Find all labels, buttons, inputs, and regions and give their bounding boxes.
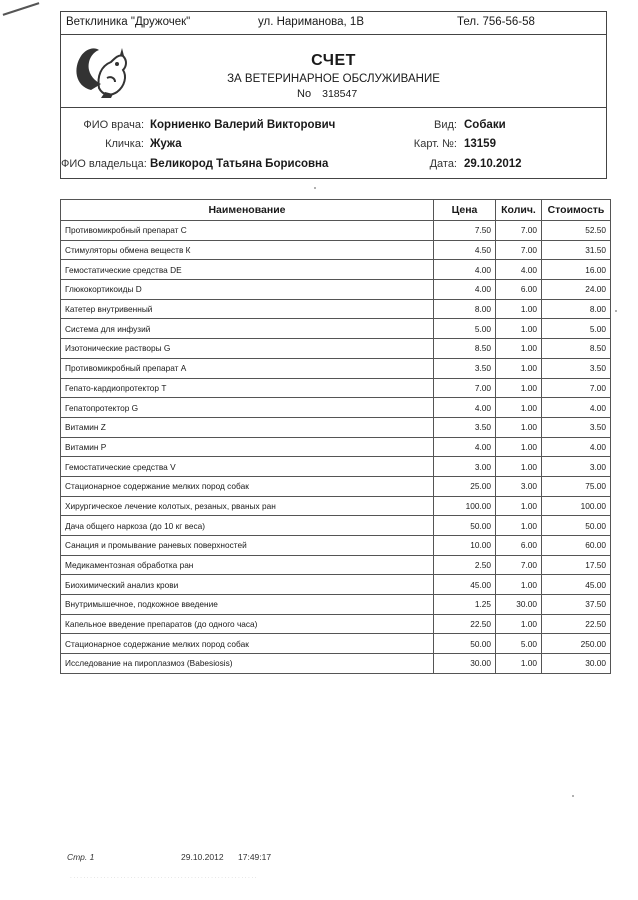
- service-price: 3.50: [434, 358, 496, 378]
- table-row: [61, 457, 611, 477]
- service-quantity: 1.00: [496, 516, 542, 536]
- service-name: Витамин P: [61, 437, 434, 457]
- table-row: [61, 417, 611, 437]
- service-name: Противомикробный препарат А: [61, 358, 434, 378]
- service-quantity: 1.00: [496, 457, 542, 477]
- table-header-row: [61, 200, 611, 221]
- service-name: Биохимический анализ крови: [61, 575, 434, 595]
- service-price: 100.00: [434, 496, 496, 516]
- table-row: [61, 536, 611, 556]
- species-value: Собаки: [464, 119, 506, 131]
- invoice-title: СЧЕТ: [311, 52, 356, 69]
- service-name: Санация и промывание раневых поверхностей: [61, 536, 434, 556]
- service-quantity: 6.00: [496, 280, 542, 300]
- service-name: Гемостатические средства V: [61, 457, 434, 477]
- service-price: 50.00: [434, 634, 496, 654]
- species-label: Вид:: [434, 119, 457, 131]
- service-total: 22.50: [542, 614, 611, 634]
- scan-speck: [572, 795, 574, 797]
- pet-label: Кличка:: [105, 138, 144, 150]
- clinic-address: ул. Нариманова, 1В: [258, 16, 364, 28]
- service-price: 4.00: [434, 398, 496, 418]
- service-total: 45.00: [542, 575, 611, 595]
- date-value: 29.10.2012: [464, 158, 522, 170]
- owner-label: ФИО владельца:: [61, 158, 147, 170]
- service-price: 30.00: [434, 654, 496, 674]
- service-price: 4.00: [434, 280, 496, 300]
- service-price: 8.50: [434, 339, 496, 359]
- table-row: [61, 378, 611, 398]
- service-total: 3.00: [542, 457, 611, 477]
- date-label: Дата:: [429, 158, 457, 170]
- invoice-subtitle: ЗА ВЕТЕРИНАРНОЕ ОБСЛУЖИВАНИЕ: [227, 73, 440, 85]
- table-row: [61, 575, 611, 595]
- service-total: 3.50: [542, 417, 611, 437]
- service-name: Медикаментозная обработка ран: [61, 555, 434, 575]
- service-name: Внутримышечное, подкожное введение: [61, 595, 434, 615]
- service-total: 52.50: [542, 221, 611, 241]
- service-total: 75.00: [542, 476, 611, 496]
- service-price: 22.50: [434, 614, 496, 634]
- table-row: [61, 614, 611, 634]
- service-quantity: 7.00: [496, 240, 542, 260]
- scan-speck: [615, 310, 617, 312]
- scan-speck: [314, 187, 316, 189]
- service-total: 100.00: [542, 496, 611, 516]
- table-row: [61, 595, 611, 615]
- service-quantity: 1.00: [496, 654, 542, 674]
- service-total: 60.00: [542, 536, 611, 556]
- service-price: 2.50: [434, 555, 496, 575]
- service-name: Катетер внутривенный: [61, 299, 434, 319]
- column-header-total: Стоимость: [542, 200, 611, 221]
- service-price: 4.50: [434, 240, 496, 260]
- service-quantity: 1.00: [496, 417, 542, 437]
- table-body: [61, 221, 611, 674]
- table-row: [61, 260, 611, 280]
- service-quantity: 1.00: [496, 614, 542, 634]
- service-price: 4.00: [434, 437, 496, 457]
- column-header-name: Наименование: [61, 200, 434, 221]
- service-total: 31.50: [542, 240, 611, 260]
- service-quantity: 4.00: [496, 260, 542, 280]
- clinic-name: Ветклиника "Дружочек": [66, 16, 191, 28]
- doctor-label: ФИО врача:: [83, 119, 144, 131]
- service-total: 3.50: [542, 358, 611, 378]
- column-header-quantity: Колич.: [496, 200, 542, 221]
- squirrel-logo-icon: [71, 40, 131, 102]
- service-price: 7.50: [434, 221, 496, 241]
- service-quantity: 5.00: [496, 634, 542, 654]
- table-row: [61, 299, 611, 319]
- service-total: 8.50: [542, 339, 611, 359]
- service-total: 5.00: [542, 319, 611, 339]
- service-price: 10.00: [434, 536, 496, 556]
- footer-date: 29.10.2012: [181, 852, 224, 862]
- service-quantity: 1.00: [496, 437, 542, 457]
- service-name: Капельное введение препаратов (до одного часа): [61, 614, 434, 634]
- scan-mark: [3, 2, 40, 16]
- service-name: Стационарное содержание мелких пород собак: [61, 634, 434, 654]
- table-row: [61, 516, 611, 536]
- table-row: [61, 221, 611, 241]
- service-total: 17.50: [542, 555, 611, 575]
- service-price: 50.00: [434, 516, 496, 536]
- service-name: Противомикробный препарат С: [61, 221, 434, 241]
- service-total: 37.50: [542, 595, 611, 615]
- table-row: [61, 476, 611, 496]
- faint-footer-text: · · · · · · · · · · · · · · · · · · · · · · · · · · · · · · · · · · · · · · · · · · · · · · · · · · · · · · · ·: [70, 875, 257, 881]
- invoice-number-label: No: [297, 88, 312, 100]
- service-name: Стационарное содержание мелких пород собак: [61, 476, 434, 496]
- service-total: 16.00: [542, 260, 611, 280]
- service-total: 30.00: [542, 654, 611, 674]
- service-price: 5.00: [434, 319, 496, 339]
- service-quantity: 7.00: [496, 555, 542, 575]
- service-name: Глюкокортикоиды D: [61, 280, 434, 300]
- service-name: Гепато-кардиопротектор Т: [61, 378, 434, 398]
- service-price: 7.00: [434, 378, 496, 398]
- service-name: Гепатопротектор G: [61, 398, 434, 418]
- invoice-number-line: [297, 88, 357, 100]
- divider: [61, 107, 606, 108]
- service-quantity: 1.00: [496, 496, 542, 516]
- clinic-info-row: [61, 12, 606, 35]
- service-total: 24.00: [542, 280, 611, 300]
- service-name: Дача общего наркоза (до 10 кг веса): [61, 516, 434, 536]
- service-name: Изотонические растворы G: [61, 339, 434, 359]
- invoice-number: 318547: [322, 88, 358, 100]
- service-total: 8.00: [542, 299, 611, 319]
- service-price: 3.50: [434, 417, 496, 437]
- table-row: [61, 319, 611, 339]
- table-row: [61, 280, 611, 300]
- clinic-phone: Тел. 756-56-58: [457, 16, 535, 28]
- invoice-header: [60, 11, 607, 179]
- service-quantity: 1.00: [496, 358, 542, 378]
- table-row: [61, 654, 611, 674]
- column-header-price: Цена: [434, 200, 496, 221]
- table-row: [61, 555, 611, 575]
- service-quantity: 7.00: [496, 221, 542, 241]
- table-row: [61, 398, 611, 418]
- table-row: [61, 240, 611, 260]
- table-row: [61, 358, 611, 378]
- service-price: 8.00: [434, 299, 496, 319]
- service-price: 3.00: [434, 457, 496, 477]
- service-name: Хирургическое лечение колотых, резаных, рваных ран: [61, 496, 434, 516]
- service-price: 45.00: [434, 575, 496, 595]
- service-quantity: 30.00: [496, 595, 542, 615]
- service-quantity: 1.00: [496, 575, 542, 595]
- service-total: 4.00: [542, 398, 611, 418]
- service-quantity: 1.00: [496, 378, 542, 398]
- table-row: [61, 496, 611, 516]
- owner-name: Великород Татьяна Борисовна: [150, 158, 329, 170]
- service-quantity: 3.00: [496, 476, 542, 496]
- service-quantity: 1.00: [496, 319, 542, 339]
- service-total: 7.00: [542, 378, 611, 398]
- service-name: Исследование на пироплазмоз (Babesiosis): [61, 654, 434, 674]
- table-row: [61, 339, 611, 359]
- service-price: 4.00: [434, 260, 496, 280]
- services-table: [60, 199, 611, 674]
- service-price: 25.00: [434, 476, 496, 496]
- service-name: Витамин Z: [61, 417, 434, 437]
- service-total: 250.00: [542, 634, 611, 654]
- service-quantity: 1.00: [496, 339, 542, 359]
- service-quantity: 1.00: [496, 398, 542, 418]
- service-name: Гемостатические средства DE: [61, 260, 434, 280]
- service-name: Стимуляторы обмена веществ К: [61, 240, 434, 260]
- card-label: Карт. №:: [413, 138, 457, 150]
- service-total: 4.00: [542, 437, 611, 457]
- service-total: 50.00: [542, 516, 611, 536]
- service-price: 1.25: [434, 595, 496, 615]
- table-row: [61, 634, 611, 654]
- table-row: [61, 437, 611, 457]
- service-name: Система для инфузий: [61, 319, 434, 339]
- card-number: 13159: [464, 138, 496, 150]
- footer-time: 17:49:17: [238, 852, 272, 862]
- service-quantity: 6.00: [496, 536, 542, 556]
- doctor-name: Корниенко Валерий Викторович: [150, 119, 336, 131]
- service-quantity: 1.00: [496, 299, 542, 319]
- pet-name: Жужа: [150, 138, 182, 150]
- footer-page: Стр. 1: [67, 852, 95, 862]
